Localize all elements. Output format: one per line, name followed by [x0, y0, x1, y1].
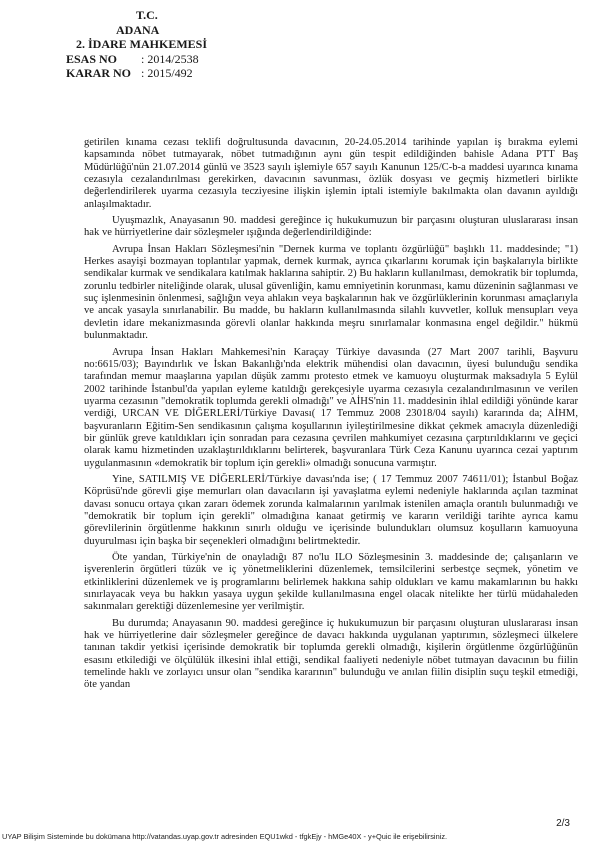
paragraph-2: Uyuşmazlık, Anayasanın 90. maddesi gereğince iç hukukumuzun bir parçasını oluşturan uluslararası insan hak ve hürriyetlerine dair sözleşmeler ışığında değerlendirildiğinde: [84, 215, 578, 239]
karar-no-row [66, 66, 386, 81]
paragraph-7: Bu durumda; Anayasanın 90. maddesi gereğince iç hukukumuzun bir parçasını oluşturan uluslararası insan hak ve hürriyetlerine dair sözleşmeler gereğince de davacı hakkında uygulanan yaptırımın, sözleşmeci ülkelere tanınan takdir yetkisi içerisinde demokratik bir toplumda gerekli olmadığı, kişilerin örgütlenme özgürlüğünün esasını etkilediği ve ölçülülük ilkesini ihlal ettiği, sendikal faaliyeti nedeniyle nöbet tutmayan davacının bu fiilin temelinde haklı ve zorlayıcı unsur olan "sendika kararının" bulunduğu ve anılan fiilin disiplin suçu teşkil etmediği, öte yandan [84, 617, 578, 691]
karar-no-value: : 2015/492 [141, 66, 193, 81]
esas-no-row [66, 52, 386, 67]
header-city: ADANA [116, 22, 160, 37]
header-court: 2. İDARE MAHKEMESİ [76, 37, 208, 52]
esas-no-label: ESAS NO [66, 51, 118, 66]
paragraph-5: Yine, SATILMIŞ VE DİĞERLERİ/Türkiye davası'nda ise; ( 17 Temmuz 2007 74611/01); İstanbul Boğaz Köprüsü'nde görevli gişe memurları olan davacıların işi yavaşlatma eylemi nedeniyle haklarında açılan tazminat davası sonucu ortaya çıkan zararı ödemek zorunda kalmalarının yarılmak istenilen amaçla orantılı bulunmadığı ve "demokratik bir toplum için gerekli" olmadığına kanaat getirmiş ve kararın verildiği tarihte ayrıca kamu görevlilerinin örgütlenme hakkının sınırlı olduğu ve içerisinde bulundukları olumsuz koşulların kamuoyuna duyurulması için başka bir seçenekleri olmadığını belirtmektedir. [84, 473, 578, 547]
uyap-footer-text: UYAP Bilişim Sisteminde bu dokümana http://vatandas.uyap.gov.tr adresinden EQU1wkd - tfgkEjy - hMGe40X - y+Quic ile erişebilirsiniz. [2, 832, 448, 841]
esas-no-value: : 2014/2538 [141, 51, 199, 66]
paragraph-4: Avrupa İnsan Hakları Mahkemesi'nin Karaçay Türkiye davasında (27 Mart 2007 tarihli, Başvuru no:6615/03); Bayındırlık ve İskan Bakanlığı'nda elektrik mühendisi olan davacının, üyesi bulunduğu sendika tarafından memur maaşlarına yapılan düşük zammı protesto etmek ve kamuoyu oluşturmak maksadıyla 5 Eylül 2002 tarihinde İstanbul'da yapılan eyleme katıldığı gerekçesiyle uyarma cezasıyla cezalandırılmasının ve verilen uyarma cezasının "demokratik toplumda gerekli olmadığı" ve AİHS'nin 11. maddesinin ihlal edildiği yönünde karar verdiği, URCAN VE DİĞERLERİ/Türkiye Davası( 17 Temmuz 2008 23018/04 sayılı) kararında da; AİHM, başvuranların Eğitim-Sen sendikasının çalışma koşullarının iyileştirilmesine dikkat çekmek amacıyla düzenlediği bir günlük greve katıldıkları için sonradan para cezasına çevrilen mahkumiyet cezasına çarptırıldıklarını ve geçici olarak kamu hizmetinden uzaklaştırıldıklarını belirterek, başvuranlara Türk Ceza Kanunu uyarınca cezai yaptırım uygulanmasının «demokratik bir toplum için gerekli» olmadığı sonucuna varmıştır. [84, 346, 578, 469]
header-tc: T.C. [136, 8, 158, 22]
karar-no-label: KARAR NO [66, 66, 131, 81]
paragraph-6: Öte yandan, Türkiye'nin de onayladığı 87 no'lu ILO Sözleşmesinin 3. maddesinde de; çalışanların ve işverenlerin örgütleri tüzük ve iç yönetmeliklerini düzenlemek, temsilcilerini serbestçe seçmek, yönetim ve etkinliklerini düzenlemek ve iş programlarını belirlemek hakkına sahip oldukları ve kamu makamlarının bu hakkı sınırlayacak veya bu hakkın yasaya uygun şekilde kullanılmasına engel olacak nitelikte her türlü müdahaleden sakınmaları gerektiği düzenlemesine yer verilmiştir. [84, 552, 578, 613]
paragraph-3: Avrupa İnsan Hakları Sözleşmesi'nin "Dernek kurma ve toplantı özgürlüğü" başlıklı 11. maddesinde; "1) Herkes asayişi bozmayan toplantılar yapmak, dernek kurmak, ayrıca çıkarlarını korumak için başkalarıyla birlikte sendikalar kurmak ve sendikalara katılmak haklarına sahiptir. 2) Bu hakların kullanılması, demokratik bir toplumda, zorunlu tedbirler niteliğinde olarak, ulusal güvenliğin, kamu emniyetinin korunması, kamu düzeninin sağlanması ve suç işlenmesinin önlenmesi, sağlığın veya ahlakın veya başkalarının hak ve özgürlüklerinin korunması amaçlarıyla ve ancak yasayla sınırlanabilir. Bu madde, bu hakların kullanılmasında silahlı kuvvetler, kolluk mensupları veya devletin idare mekanizmasında görevli olanlar hakkında meşru sınırlamalar konmasına engel değildir." hükmü bulunmaktadır. [84, 243, 578, 342]
page-number: 2/3 [556, 818, 570, 829]
document-header [66, 8, 386, 81]
document-body [84, 137, 578, 696]
paragraph-1: getirilen kınama cezası teklifi doğrultusunda davacının, 20-24.05.2014 tarihinde yapılan iş bırakma eylemi kapsamında nöbet tutmayarak, nöbet tutmadığının aynı gün tespit edildiğinden bahisle Adana PTT Baş Müdürlüğü'nün 21.07.2014 günlü ve 3523 sayılı işlemiyle 657 sayılı Kanunun 125/C-b-a maddesi uyarınca kınama cezasıyla cezalandırılması gerekirken, davacının savunması, özlük dosyası ve geçmiş hizmetleri birlikte değerlendirilerek uyarma cezasıyla tecziyesine ilişkin işlemin iptali istemiyle bakılmakta olan davanın ayıldığı anlaşılmaktadır. [84, 137, 578, 210]
